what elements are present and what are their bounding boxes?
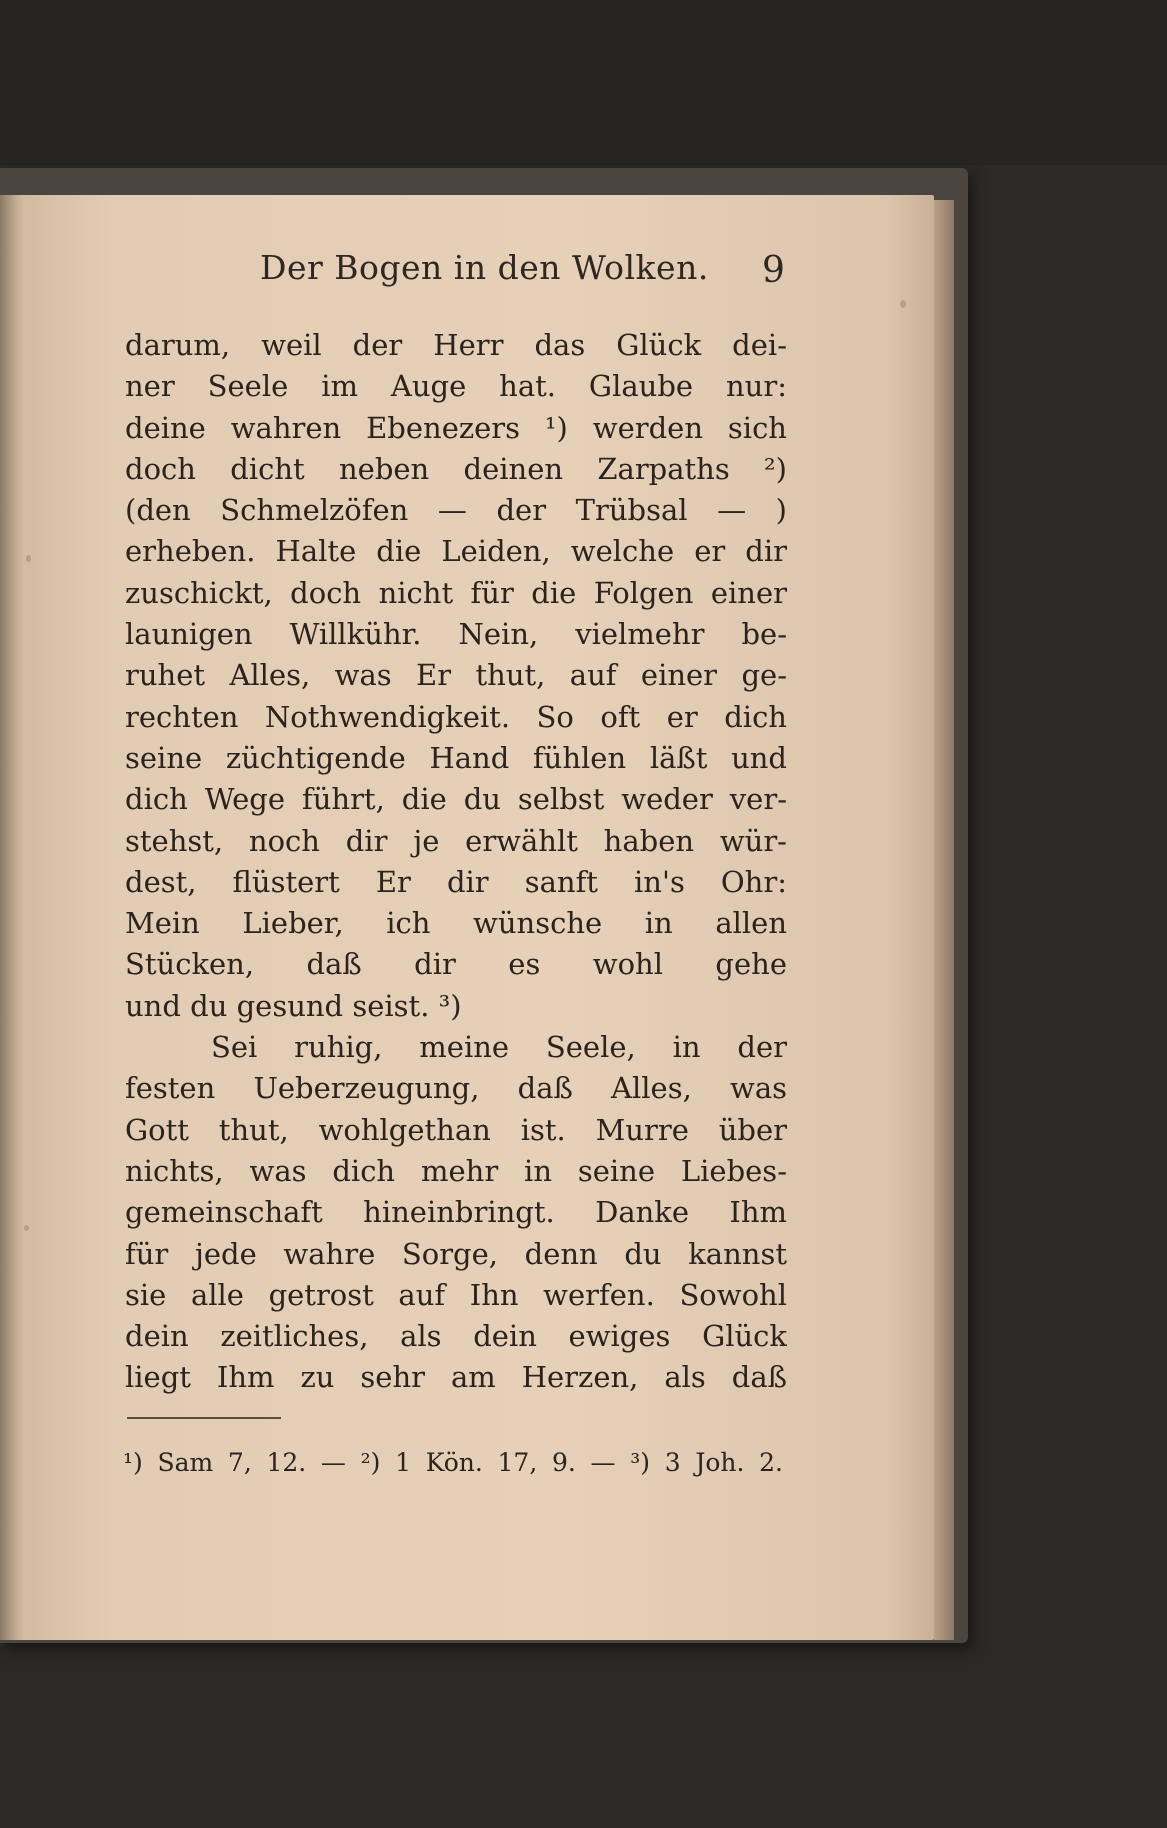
text-line: erheben. Halte die Leiden, welche er dir <box>125 534 787 569</box>
paper-speck <box>24 1225 29 1231</box>
background-top <box>0 0 1167 165</box>
text-line: Mein Lieber, ich wünsche in allen <box>125 906 787 941</box>
text-line: zuschickt, doch nicht für die Folgen einer <box>125 575 787 610</box>
text-line: festen Ueberzeugung, daß Alles, was <box>125 1071 787 1106</box>
text-line: dein zeitliches, als dein ewiges Glück <box>125 1319 787 1354</box>
text-line: dest, flüstert Er dir sanft in's Ohr: <box>125 864 787 899</box>
text-line: darum, weil der Herr das Glück dei- <box>125 328 787 362</box>
text-line: Stücken, daß dir es wohl gehe <box>125 947 787 982</box>
body-text <box>125 325 787 1399</box>
text-line: ruhet Alles, was Er thut, auf einer ge- <box>125 658 787 693</box>
text-line: seine züchtigende Hand fühlen läßt und <box>125 740 787 775</box>
text-line: für jede wahre Sorge, denn du kannst <box>125 1236 787 1271</box>
text-line: liegt Ihm zu sehr am Herzen, als daß <box>125 1360 787 1395</box>
text-line: stehst, noch dir je erwählt haben wür- <box>125 823 787 858</box>
text-line: und du gesund seist. ³) <box>125 988 462 1023</box>
footnote-divider <box>127 1417 281 1419</box>
text-line: dich Wege führt, die du selbst weder ver- <box>125 782 787 817</box>
footnotes: ¹) Sam 7, 12. — ²) 1 Kön. 17, 9. — ³) 3 Joh. 2. <box>123 1448 783 1477</box>
text-line: gemeinschaft hineinbringt. Danke Ihm <box>125 1195 787 1230</box>
running-head: Der Bogen in den Wolken. <box>260 248 709 287</box>
text-line: deine wahren Ebenezers ¹) werden sich <box>125 410 787 445</box>
text-line: rechten Nothwendigkeit. So oft er dich <box>125 699 787 734</box>
page-number: 9 <box>762 250 785 291</box>
text-line: ner Seele im Auge hat. Glaube nur: <box>125 369 787 404</box>
paper-speck <box>900 300 906 308</box>
text-line: Sei ruhig, meine Seele, in der <box>211 1030 787 1065</box>
text-line: nichts, was dich mehr in seine Liebes- <box>125 1153 787 1188</box>
text-line: launigen Willkühr. Nein, vielmehr be- <box>125 617 787 652</box>
text-line: (den Schmelzöfen — der Trübsal — ) <box>125 493 787 528</box>
text-line: doch dicht neben deinen Zarpaths ²) <box>125 451 787 486</box>
text-line: Gott thut, wohlgethan ist. Murre über <box>125 1112 787 1147</box>
text-line: sie alle getrost auf Ihn werfen. Sowohl <box>125 1277 787 1312</box>
page-edge <box>934 200 954 1640</box>
paper-speck <box>26 555 31 562</box>
